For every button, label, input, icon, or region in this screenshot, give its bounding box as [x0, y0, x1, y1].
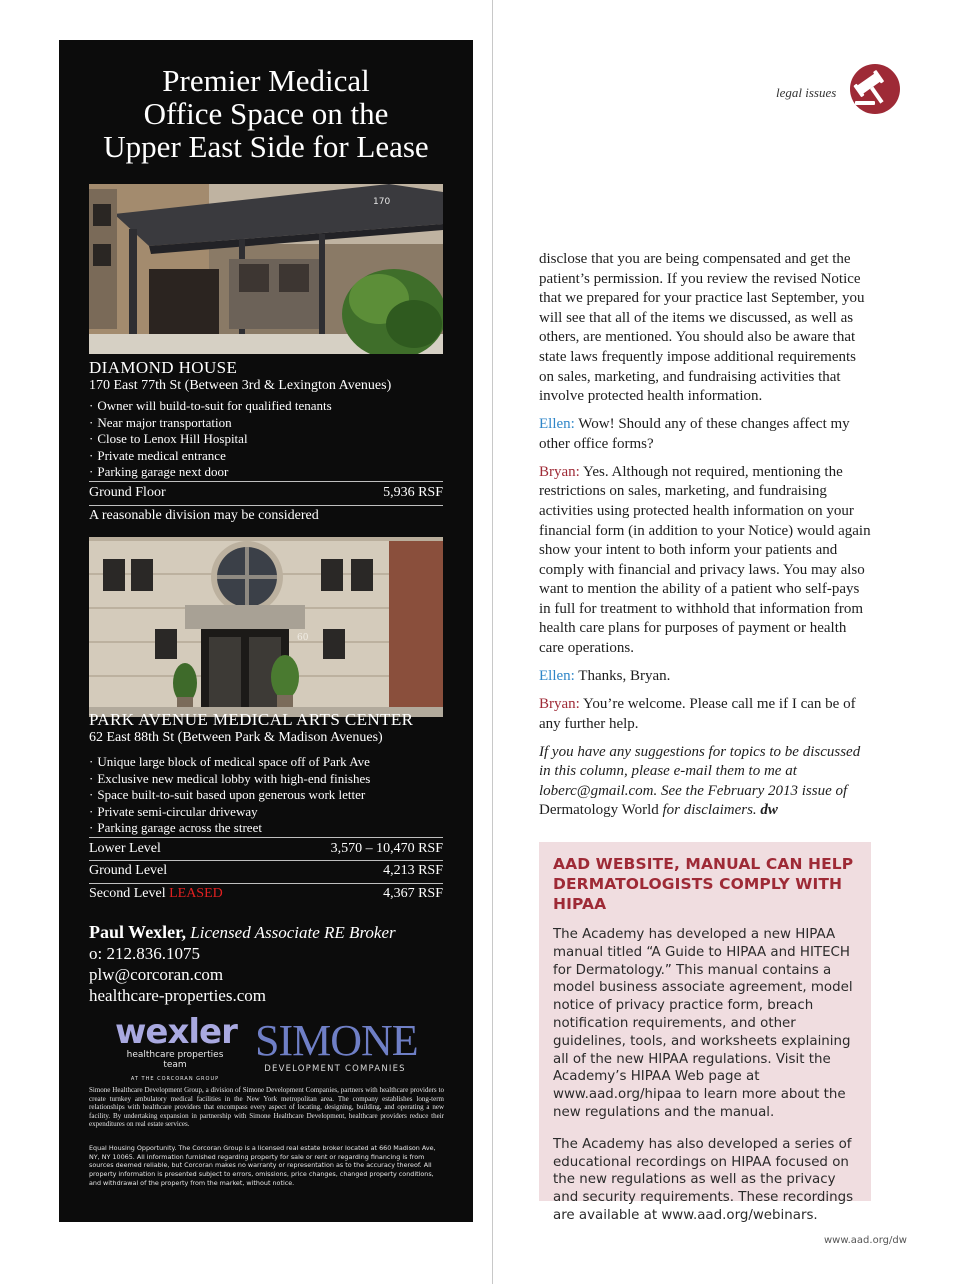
level-size: 4,367 RSF [383, 886, 443, 901]
park-avenue-illustration [89, 537, 443, 717]
dialogue-bryan [539, 463, 872, 659]
corcoran-disclaimer: Equal Housing Opportunity. The Corcoran Group is a licensed real estate broker located at 660 Madison Ave, NY, NY 10065. All information furnished regarding property for sale or rent or regarding financing is from sources deemed reliable, but Corcoran makes no warranty or representation as to the accuracy thereof. All property information is presented subject to errors, omissions, price changes, changed property conditions, and withdrawal of the property from the market, without notice. [89, 1144, 436, 1187]
feature-item: · Space built-to-suit based upon generous work letter [89, 787, 449, 804]
ad-headline-line: Office Space on the [143, 96, 389, 131]
level-label: Lower Level [89, 841, 161, 856]
building-number: 170 [373, 197, 391, 207]
leased-badge: LEASED [169, 886, 223, 901]
broker-name: Paul Wexler, [89, 922, 187, 942]
broker-title: Licensed Associate RE Broker [190, 923, 396, 942]
feature-item: · Close to Lenox Hill Hospital [89, 431, 449, 448]
dialogue-bryan [539, 695, 872, 734]
dialogue-text: Thanks, Bryan. [574, 668, 671, 685]
gavel-icon [849, 63, 901, 115]
park-avenue-photo [89, 537, 443, 717]
broker-phone: o: 212.836.1075 [89, 944, 200, 963]
spec-divider [89, 837, 443, 838]
spec-divider [89, 883, 443, 884]
article-paragraph: disclose that you are being compensated and get the patient’s permission. If you review the revised Notice that we prepared for your practice last September, you will see that all of the items we discussed, as well as others, are mentioned. You should also be aware that state laws frequently impose additional requirements on sales, marketing, and fundraising activities that involve protected health information. [539, 251, 865, 405]
feature-item: · Private semi-circular driveway [89, 804, 449, 821]
wexler-logo-tagline: healthcare properties team [126, 1050, 224, 1070]
wexler-logo-wordmark: wexler [115, 1012, 237, 1052]
feature-item: · Exclusive new medical lobby with high-end finishes [89, 771, 449, 788]
level-label-group [89, 886, 223, 902]
spec-divider [89, 481, 443, 482]
simone-fine-print: Simone Healthcare Development Group, a division of Simone Development Companies, partners with healthcare providers to create turnkey ambulatory medical facilities in the New York metropolitan area. The company establishes long-term relationships with healthcare providers that encompass every aspect of locating, designing, building, and operating a new facility. By undertaking expansion in partnership with Simone Healthcare Development, healthcare providers reduce their expenditures on real estate services. [89, 1086, 444, 1129]
dialogue-text: Yes. Although not required, mentioning the restrictions on sales, marketing, and fundraising activities using protected health information on your financial form (in addition to your Notice) would again show your intent to both inform your patients and comply with financial and privacy laws. You may also want to mention the ability of a patient who self-pays in full for treatment to withhold that information from health care plans for purposes of payment or health care operations. [539, 463, 871, 657]
feature-item: · Near major transportation [89, 415, 449, 432]
lower-level-row [89, 841, 443, 857]
broker-contact [89, 922, 396, 1006]
author-note-text: for disclaimers. [658, 802, 761, 819]
feature-item: · Private medical entrance [89, 448, 449, 465]
real-estate-advertisement [59, 40, 473, 1222]
ad-headline-line: Upper East Side for Lease [103, 129, 429, 164]
sidebar-paragraph: The Academy has also developed a series of educational recordings on HIPAA focused on the new regulations as well as the privacy and security requirements. These recordings are available at www.aad.org/webinars. [553, 1136, 854, 1223]
spec-divider [89, 860, 443, 861]
park-avenue-features [89, 754, 449, 837]
speaker-bryan: Bryan: [539, 463, 580, 480]
author-note-text: If you have any suggestions for topics to be discussed in this column, please e-mail them to me at loberc@gmail.com. See the February 2013 issue of [539, 743, 861, 799]
article-body [539, 250, 872, 829]
dialogue-text: You’re welcome. Please call me if I can be of any further help. [539, 696, 856, 732]
speaker-ellen: Ellen: [539, 416, 575, 433]
level-label: Second Level [89, 886, 166, 901]
ad-headline-line: Premier Medical [162, 63, 370, 98]
footer-url: www.aad.org/dw [824, 1235, 907, 1246]
wexler-logo-subtag: AT THE CORCORAN GROUP [130, 1076, 220, 1082]
diamond-house-features [89, 398, 449, 481]
level-size: 4,213 RSF [383, 863, 443, 878]
ground-floor-row [89, 485, 443, 501]
speaker-ellen: Ellen: [539, 668, 575, 685]
feature-item: · Unique large block of medical space off of Park Ave [89, 754, 449, 771]
broker-website: healthcare-properties.com [89, 986, 266, 1005]
end-mark: dw [760, 802, 778, 819]
ground-level-row [89, 863, 443, 879]
simone-logo-wordmark: SIMONE [255, 1016, 418, 1065]
park-avenue-name: PARK AVENUE MEDICAL ARTS CENTER [89, 710, 414, 729]
dialogue-text: Wow! Should any of these changes affect my other office forms? [539, 416, 850, 452]
sidebar-heading: AAD WEBSITE, MANUAL CAN HELP DERMATOLOGISTS COMPLY WITH HIPAA [553, 855, 854, 913]
level-size: 3,570 – 10,470 RSF [330, 841, 443, 856]
simone-logo [255, 1016, 418, 1074]
floor-label: Ground Floor [89, 485, 166, 500]
diamond-house-address: 170 East 77th St (Between 3rd & Lexington Avenues) [89, 378, 392, 393]
broker-email: plw@corcoran.com [89, 965, 224, 984]
hipaa-sidebar [539, 842, 871, 1223]
sidebar-paragraph: The Academy has developed a new HIPAA manual titled “A Guide to HIPAA and HITECH for Dermatology.” This manual contains a model business associate agreement, model notice of privacy practice form, breach notification requirements, and other guidelines, tools, and worksheets explaining all of the new HIPAA regulations. Visit the Academy’s HIPAA Web page at www.aad.org/hipaa to learn more about the new regulations and the manual. [553, 927, 853, 1120]
dialogue-ellen [539, 415, 872, 454]
spec-divider [89, 505, 443, 506]
section-label: legal issues [776, 85, 837, 100]
building-number: 60 [297, 633, 309, 643]
broker-name-line [89, 922, 396, 943]
author-note [539, 743, 872, 821]
feature-item: · Parking garage across the street [89, 820, 449, 837]
division-note: A reasonable division may be considered [89, 508, 319, 523]
dialogue-ellen [539, 667, 872, 687]
level-label: Ground Level [89, 863, 168, 878]
park-avenue-address: 62 East 88th St (Between Park & Madison Avenues) [89, 730, 383, 745]
division-note-row [89, 508, 443, 524]
floor-size: 5,936 RSF [383, 485, 443, 500]
page-gutter-divider [492, 0, 493, 1284]
feature-item: · Owner will build-to-suit for qualified tenants [89, 398, 449, 415]
speaker-bryan: Bryan: [539, 696, 580, 713]
simone-logo-tagline: DEVELOPMENT COMPANIES [264, 1064, 406, 1074]
diamond-house-illustration [89, 184, 443, 354]
publication-name: Dermatology World [539, 802, 659, 819]
feature-item: · Parking garage next door [89, 464, 449, 481]
second-level-row [89, 886, 443, 902]
diamond-house-name: DIAMOND HOUSE [89, 358, 238, 377]
wexler-logo [115, 1012, 237, 1082]
ad-headline [59, 64, 473, 163]
diamond-house-photo [89, 184, 443, 354]
